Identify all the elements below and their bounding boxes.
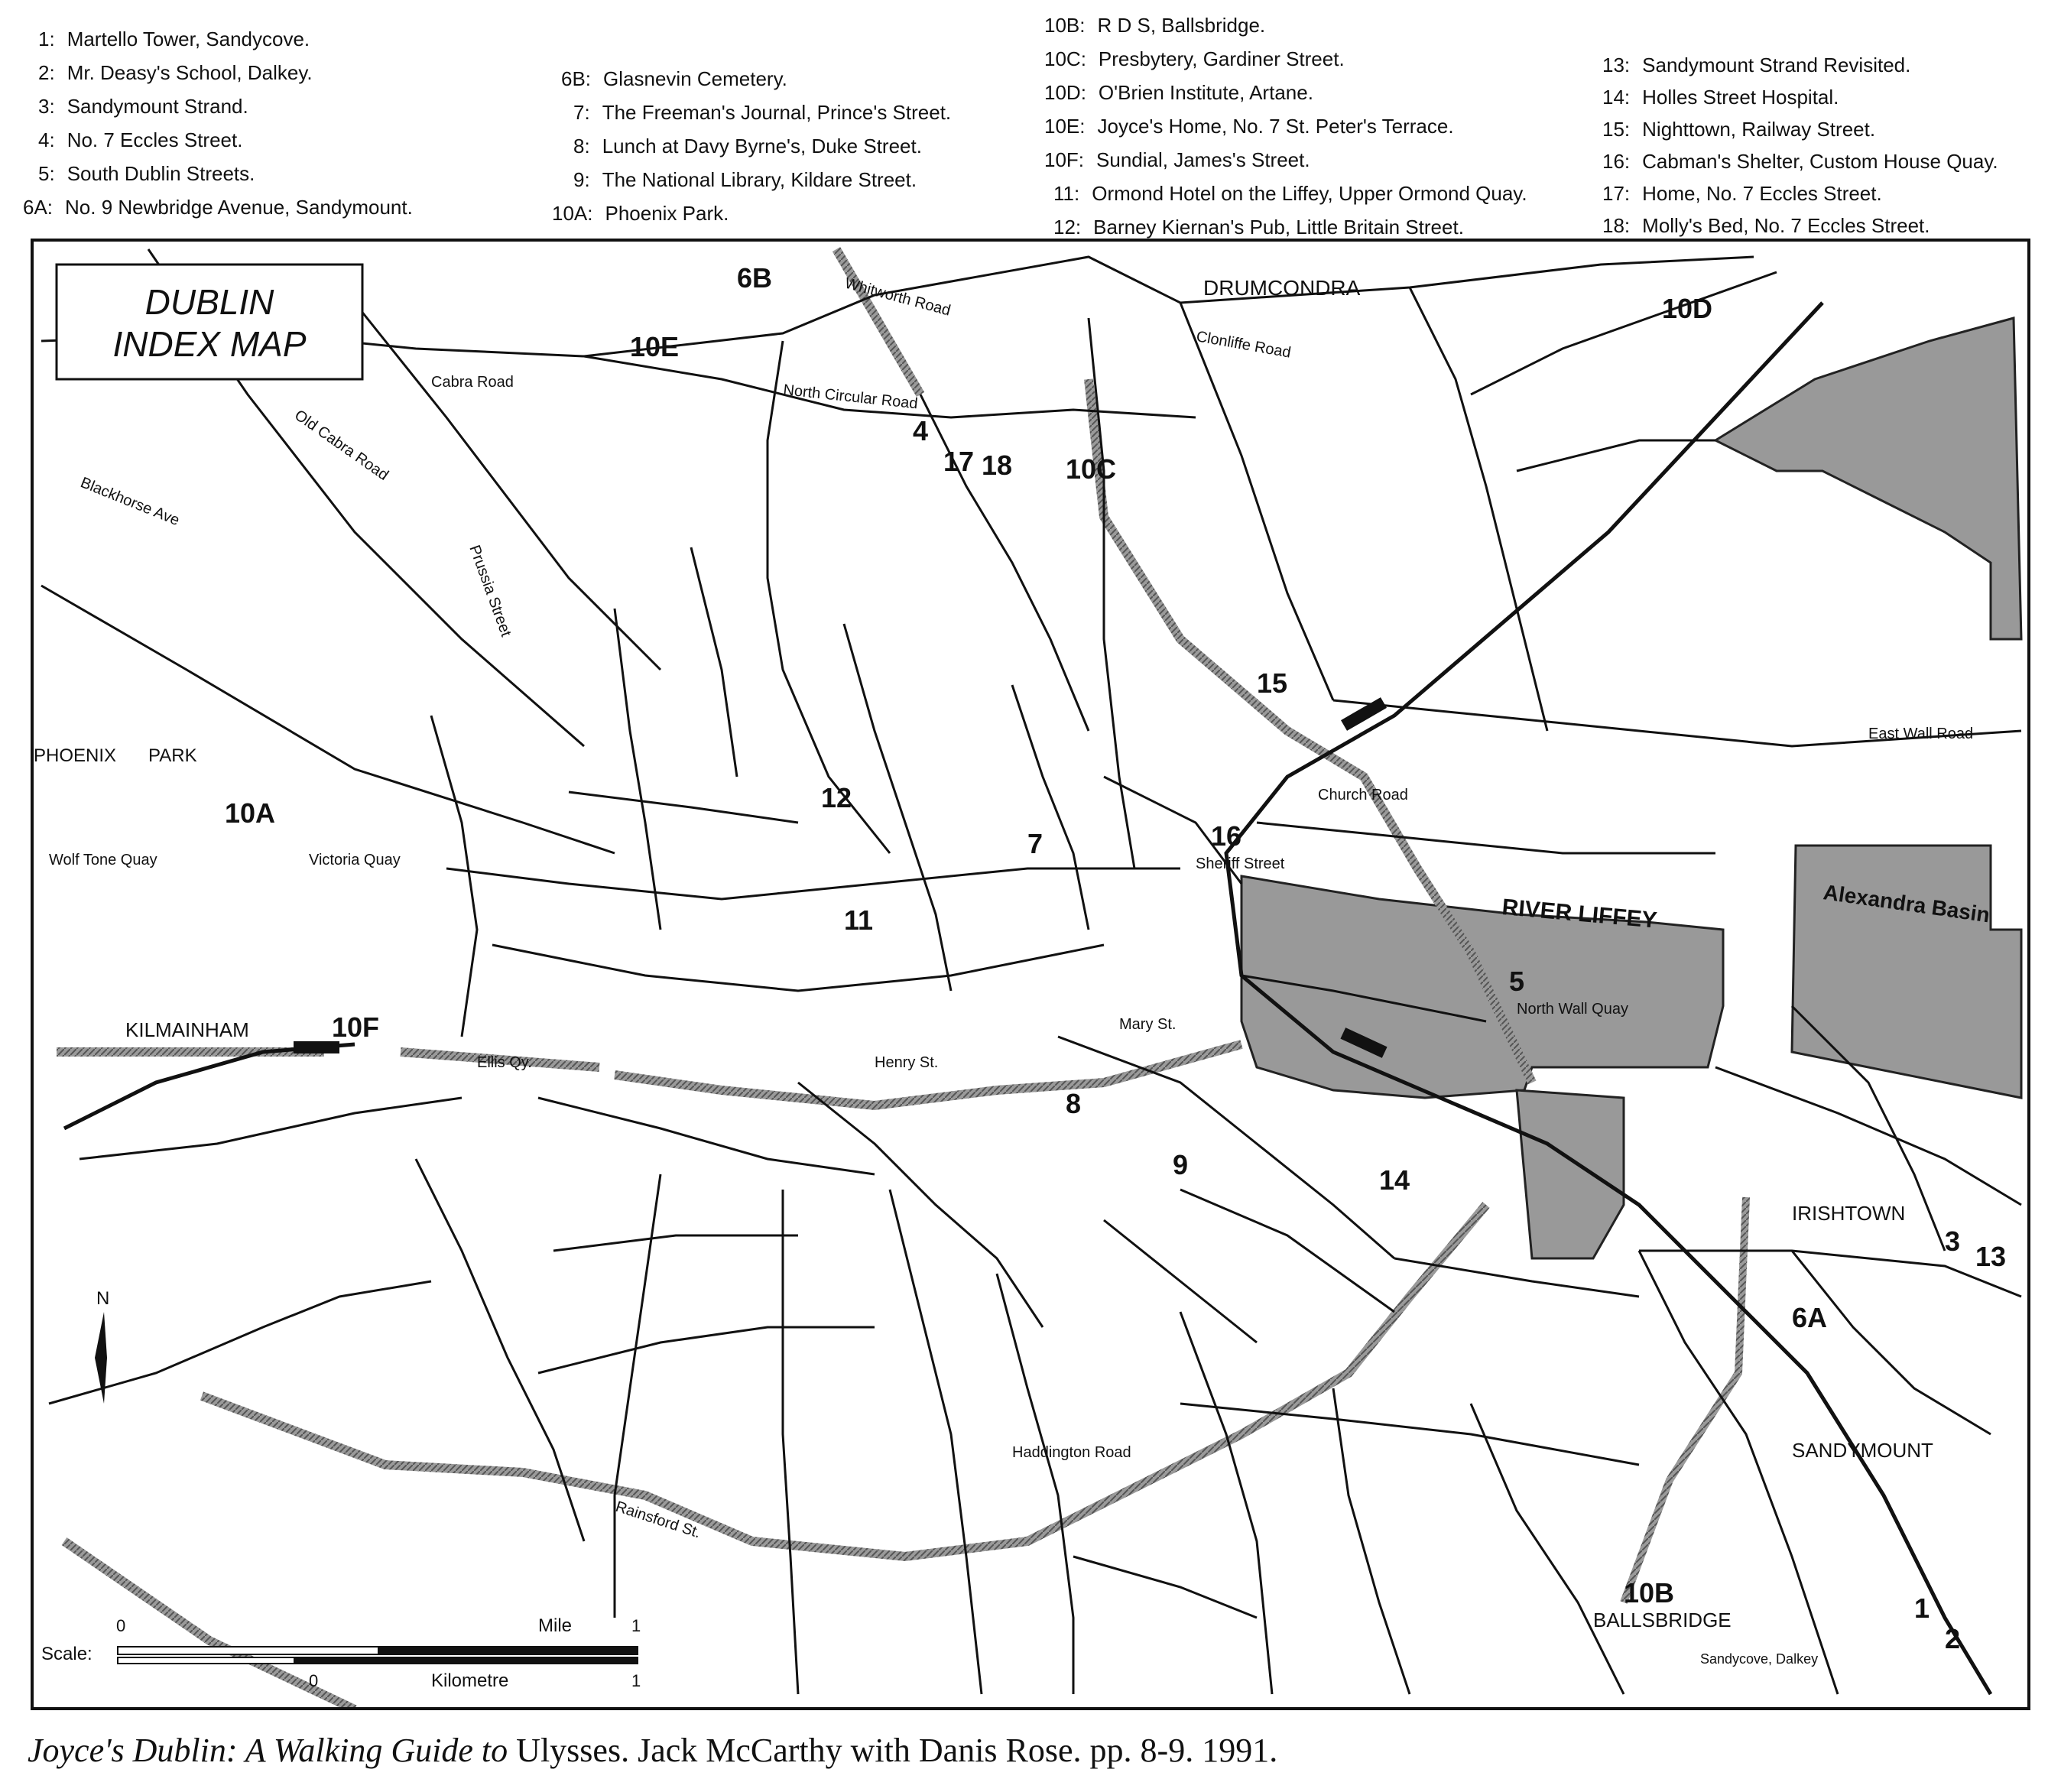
legend-item: 10D: O'Brien Institute, Artane. [1044, 81, 1313, 104]
svg-text:0: 0 [116, 1616, 126, 1635]
location-marker: 10A [225, 797, 276, 829]
legend-item: 16: Cabman's Shelter, Custom House Quay. [1602, 150, 1998, 173]
street-label: Cabra Road [431, 374, 514, 391]
legend-item: 10B: R D S, Ballsbridge. [1044, 14, 1266, 37]
map-title-line1: DUBLIN [144, 282, 274, 322]
legend-item: 3: Sandymount Strand. [38, 95, 248, 118]
legend-item: 8: Lunch at Davy Byrne's, Duke Street. [573, 135, 922, 157]
district-label: KILMAINHAM [125, 1018, 249, 1041]
legend-item: 12: Barney Kiernan's Pub, Little Britain Street. [1053, 216, 1464, 239]
street-label: Old Cabra Road [291, 407, 392, 484]
svg-text:0: 0 [309, 1671, 319, 1690]
location-marker: 7 [1027, 828, 1043, 859]
location-marker: 17 [943, 446, 975, 477]
royal-canal-line [836, 249, 920, 394]
street-label: Henry St. [875, 1054, 939, 1071]
railway-west [64, 1044, 355, 1128]
street-label: Prussia Street [466, 543, 514, 639]
street-label: Clonliffe Road [1195, 328, 1293, 362]
legend-item: 10F: Sundial, James's Street. [1044, 148, 1310, 171]
district-label: SANDYMOUNT [1792, 1439, 1933, 1462]
location-marker: 14 [1379, 1164, 1410, 1196]
svg-text:Kilometre: Kilometre [431, 1670, 509, 1691]
legend-item: 10C: Presbytery, Gardiner Street. [1044, 47, 1345, 70]
svg-text:1: 1 [631, 1616, 641, 1635]
location-marker: 10C [1066, 453, 1117, 485]
map-canvas [34, 242, 2027, 1707]
location-marker: 10E [630, 331, 680, 362]
liffey-quays [57, 1044, 1241, 1105]
location-marker: 18 [982, 450, 1013, 481]
district-label: BALLSBRIDGE [1593, 1609, 1732, 1631]
grand-canal-south [202, 1205, 1486, 1557]
location-marker: 13 [1975, 1241, 2007, 1272]
district-label: DRUMCONDRA [1203, 276, 1361, 300]
location-marker: 10D [1662, 293, 1713, 324]
location-marker: 10B [1624, 1577, 1675, 1609]
street-label: Whitworth Road [842, 274, 953, 320]
citation-caption: Joyce's Dublin: A Walking Guide to Ulysses. Jack McCarthy with Danis Rose. pp. 8-9. 1991. [28, 1732, 1278, 1769]
svg-text:N: N [96, 1288, 110, 1309]
location-marker: 10F [332, 1011, 380, 1043]
street-label: Haddington Road [1012, 1444, 1131, 1461]
location-marker: 8 [1066, 1088, 1082, 1119]
legend-item: 14: Holles Street Hospital. [1602, 86, 1839, 109]
legend-item: 5: South Dublin Streets. [38, 162, 255, 185]
street-label: Church Road [1318, 787, 1408, 803]
district-label: PARK [148, 745, 197, 766]
legend-item: 4: No. 7 Eccles Street. [38, 128, 243, 151]
street-label: Mary St. [1119, 1016, 1177, 1033]
svg-text:Mile: Mile [538, 1615, 573, 1636]
river-label: RIVER LIFFEY [1501, 894, 1658, 933]
legend-item: 9: The National Library, Kildare Street. [573, 168, 917, 191]
legend-item: 10E: Joyce's Home, No. 7 St. Peter's Terrace. [1044, 115, 1454, 138]
legend-item: 18: Molly's Bed, No. 7 Eccles Street. [1602, 214, 1930, 237]
district-label: PHOENIX [34, 745, 117, 766]
legend-item: 1: Martello Tower, Sandycove. [38, 28, 310, 50]
sandycove-pointer: Sandycove, Dalkey [1700, 1651, 1819, 1667]
location-marker: 12 [821, 782, 852, 813]
grand-canal-dock [1517, 1090, 1624, 1258]
dublin-index-map [31, 239, 2030, 1710]
location-marker: 4 [913, 415, 929, 446]
location-marker: 16 [1211, 820, 1242, 852]
location-marker: 3 [1945, 1226, 1961, 1257]
location-marker: 2 [1945, 1623, 1961, 1654]
legend-item: 10A: Phoenix Park. [552, 202, 729, 225]
scale-bar [41, 1615, 641, 1691]
legend-item: 7: The Freeman's Journal, Prince's Street. [573, 101, 952, 124]
legend-item: 2: Mr. Deasy's School, Dalkey. [38, 61, 313, 84]
map-title-box [57, 265, 362, 379]
svg-text:1: 1 [631, 1671, 641, 1690]
street-label: Wolf Tone Quay [49, 852, 157, 868]
legend-item: 15: Nighttown, Railway Street. [1602, 118, 1876, 141]
location-marker: 6B [737, 262, 773, 294]
location-marker: 15 [1257, 667, 1288, 699]
legend-item: 13: Sandymount Strand Revisited. [1602, 54, 1911, 76]
street-label: Rainsford St. [613, 1498, 703, 1542]
street-label: North Circular Road [782, 381, 919, 413]
street-label: North Wall Quay [1517, 1001, 1628, 1018]
district-label: IRISHTOWN [1792, 1202, 1906, 1225]
location-marker: 11 [844, 904, 874, 936]
location-marker: 5 [1509, 966, 1525, 997]
basin-label: Alexandra Basin [1822, 880, 1991, 927]
location-marker: 6A [1792, 1302, 1828, 1333]
street-label: Sheriff Street [1196, 855, 1285, 872]
street-label: Victoria Quay [309, 852, 401, 868]
street-label: Ellis Qy. [477, 1054, 532, 1071]
street-label: East Wall Road [1868, 726, 1974, 742]
svg-text:Scale:: Scale: [41, 1644, 93, 1664]
street-label: Blackhorse Ave [78, 474, 182, 530]
location-marker: 9 [1173, 1149, 1189, 1180]
legend-item: 17: Home, No. 7 Eccles Street. [1602, 182, 1882, 205]
legend-item: 11: Ormond Hotel on the Liffey, Upper Ormond Quay. [1053, 182, 1527, 205]
legend-item: 6B: Glasnevin Cemetery. [561, 67, 787, 90]
legend-item: 6A: No. 9 Newbridge Avenue, Sandymount. [23, 196, 413, 219]
map-title-line2: INDEX MAP [112, 324, 307, 364]
station-block [294, 1041, 339, 1053]
location-marker: 1 [1914, 1592, 1930, 1624]
